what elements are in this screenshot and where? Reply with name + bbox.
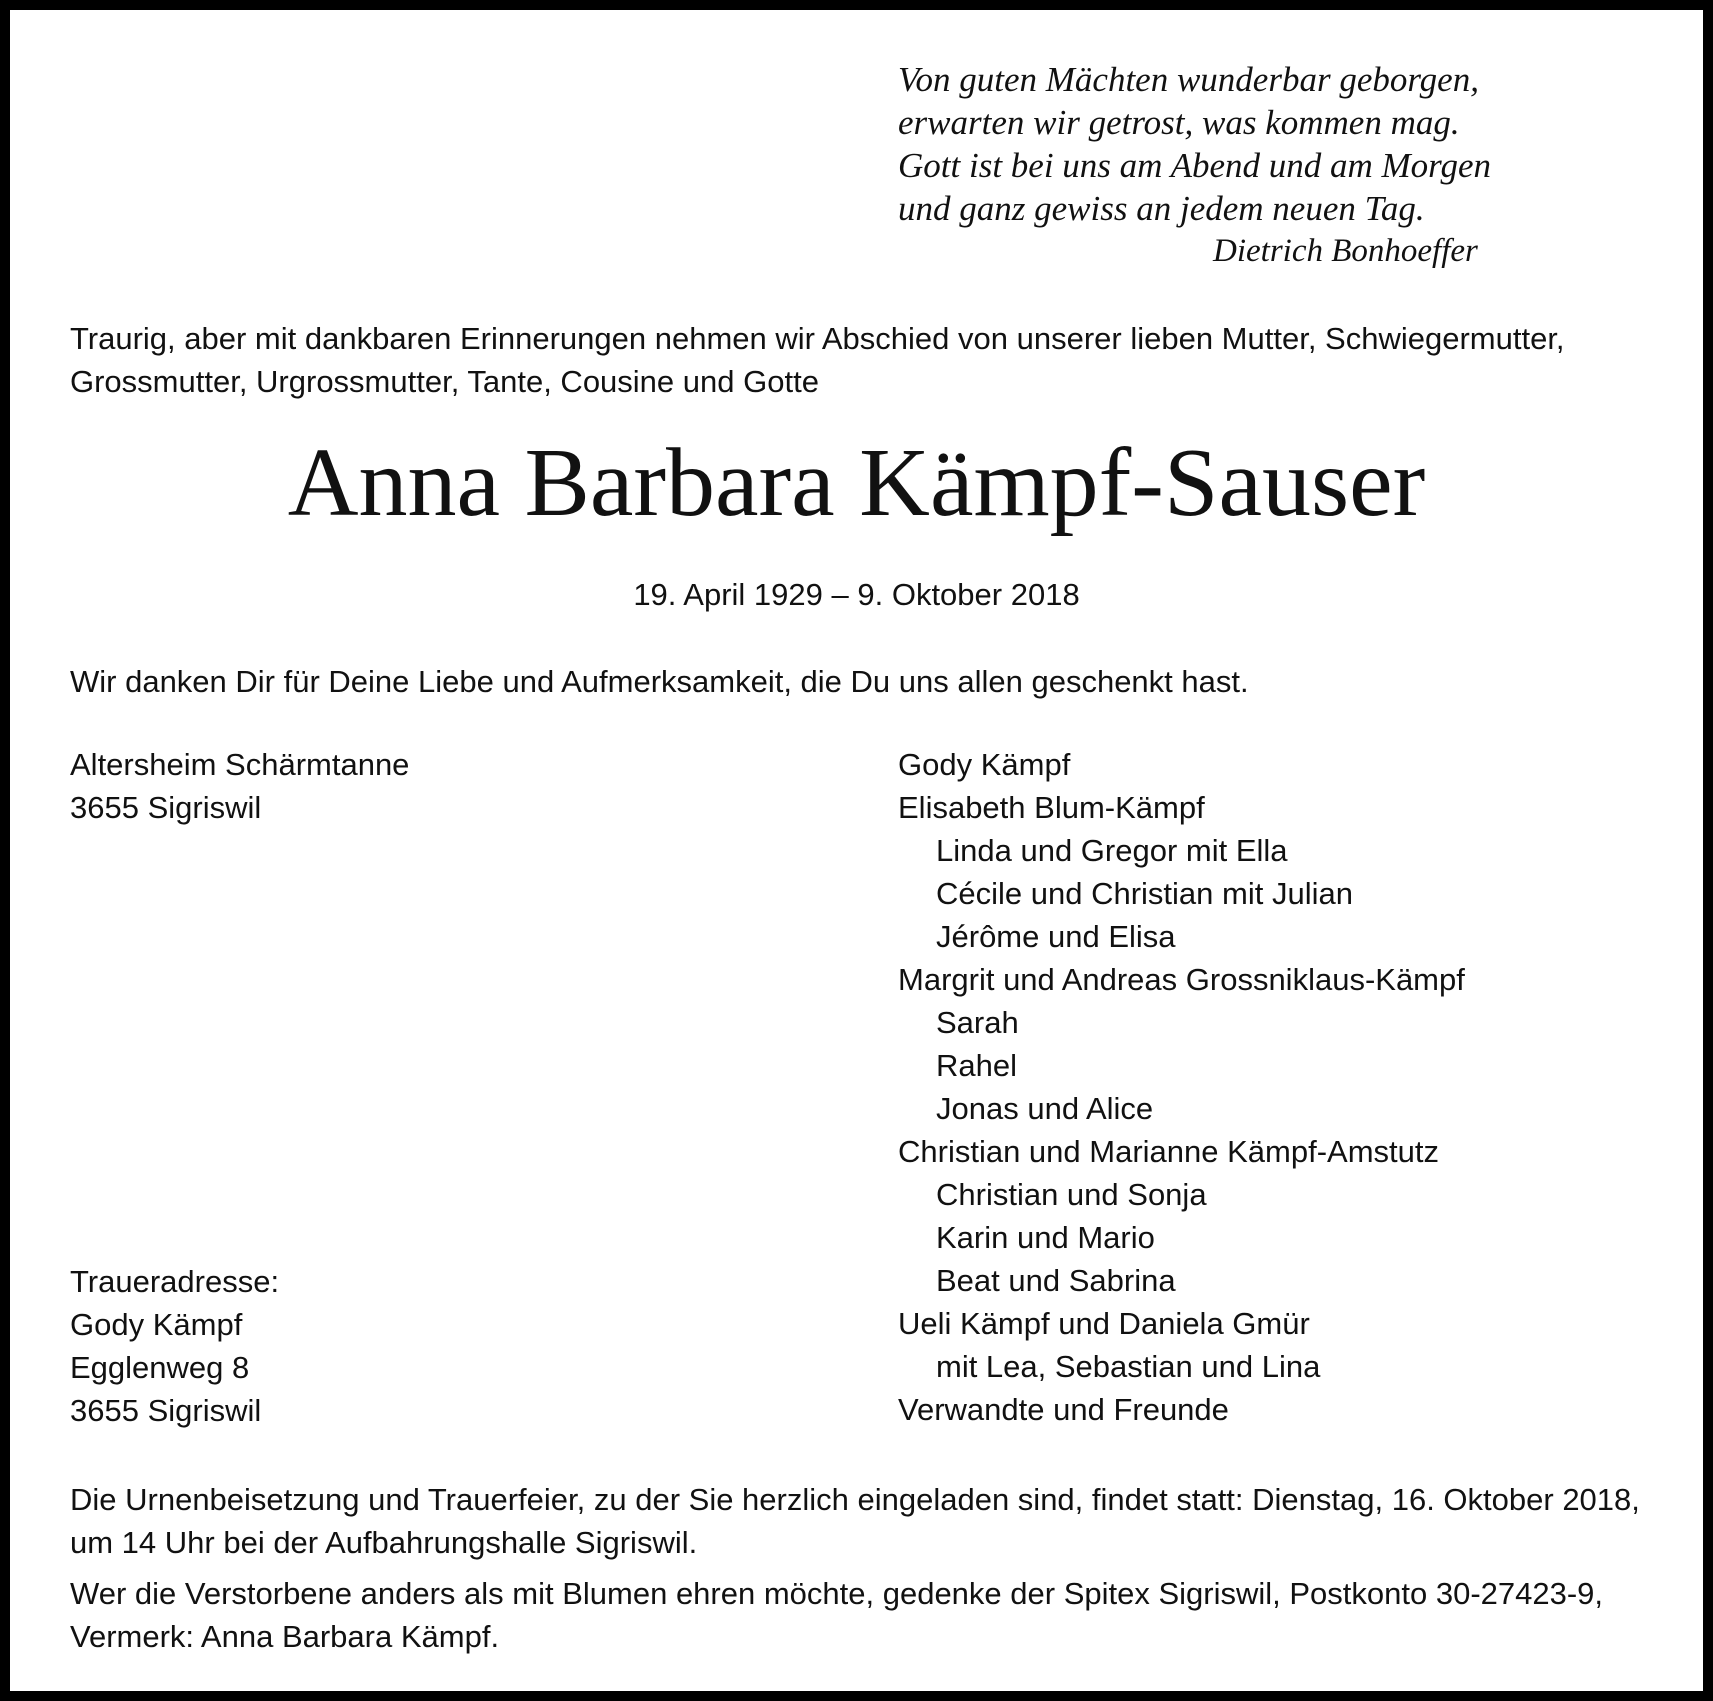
mourning-address-city: 3655 Sigriswil [70,1393,262,1428]
home-address-line: 3655 Sigriswil [70,790,262,825]
family-member: Margrit und Andreas Grossniklaus-Kämpf [898,962,1465,997]
thanks-text: Wir danken Dir für Deine Liebe und Aufmerksamkeit, die Du uns allen geschenkt hast. [70,664,1249,699]
mourning-address-label: Traueradresse: [70,1264,280,1299]
quote-line: Gott ist bei uns am Abend und am Morgen [898,146,1492,185]
quote-author: Dietrich Bonhoeffer [1213,233,1478,269]
quote-line: und ganz gewiss an jedem neuen Tag. [898,189,1425,228]
mourning-address [70,1260,279,1432]
family-member: mit Lea, Sebastian und Lina [936,1349,1321,1384]
family-member: Ueli Kämpf und Daniela Gmür [898,1306,1310,1341]
life-dates: 19. April 1929 – 9. Oktober 2018 [633,577,1080,612]
intro-text: Traurig, aber mit dankbaren Erinnerungen nehmen wir Abschied von unserer lieben Mutter, Schwiegermutter, Grossmutter, Urgrossmutter, Tante, Cousine und Gotte [70,321,1565,399]
quote-line: erwarten wir getrost, was kommen mag. [898,103,1460,142]
family-list [898,743,1465,1431]
family-member: Cécile und Christian mit Julian [936,876,1353,911]
family-member: Christian und Sonja [936,1177,1207,1212]
ceremony-info: Die Urnenbeisetzung und Trauerfeier, zu der Sie herzlich eingeladen sind, findet statt: Dienstag, 16. Oktober 2018, um 14 Uhr bei der Aufbahrungshalle Sigriswil. [70,1482,1640,1560]
family-member: Jonas und Alice [936,1091,1154,1126]
family-member: Gody Kämpf [898,747,1071,782]
mourning-address-street: Egglenweg 8 [70,1350,250,1385]
home-address-line: Altersheim Schärmtanne [70,747,410,782]
family-member: Beat und Sabrina [936,1263,1176,1298]
family-member: Jérôme und Elisa [936,919,1176,954]
family-member: Elisabeth Blum-Kämpf [898,790,1205,825]
bonhoeffer-quote [898,58,1491,230]
family-member: Christian und Marianne Kämpf-Amstutz [898,1134,1440,1169]
home-address [70,743,409,829]
donation-info: Wer die Verstorbene anders als mit Blumen ehren möchte, gedenke der Spitex Sigriswil, Postkonto 30-27423-9, Vermerk: Anna Barbara Kämpf. [70,1576,1604,1654]
deceased-name: Anna Barbara Kämpf-Sauser [287,429,1426,537]
family-member: Linda und Gregor mit Ella [936,833,1288,868]
family-member: Verwandte und Freunde [898,1392,1229,1427]
mourning-address-name: Gody Kämpf [70,1307,243,1342]
family-member: Sarah [936,1005,1019,1040]
quote-line: Von guten Mächten wunderbar geborgen, [898,60,1479,99]
family-member: Karin und Mario [936,1220,1155,1255]
family-member: Rahel [936,1048,1017,1083]
